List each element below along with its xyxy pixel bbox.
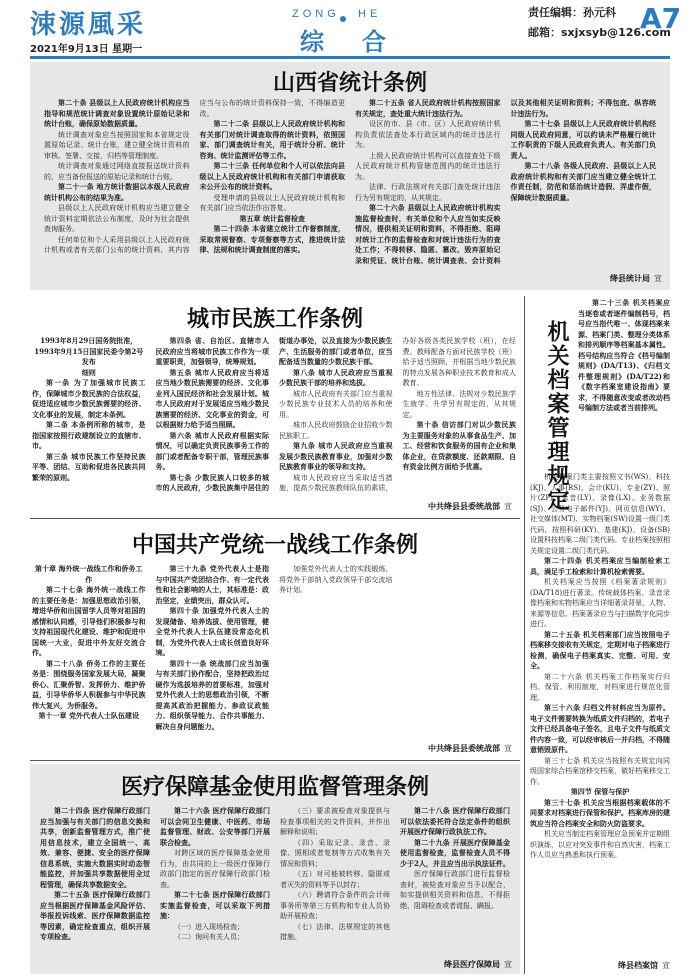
byline-mark: 宣 [662,961,670,970]
paragraph: 第十条 信访部门对以少数民族为主要服务对象的从事食品生产、加工、经营和饮食服务的国有企业和集体企业，在贷款额度、还款期限、自有资金比例方面给予优惠。 [402,420,516,471]
paragraph: 机关档案门类主要按照文书(WS)、科技(KJ)、人事(RS)、会计(KU)、专业(ZY)、照片(ZP)、录音(LY)、录像(LX)、业务数据(SJ)、公务电子邮件(YJ)、网页信息(WY)、社交媒体(MT)、实物档案(SW)设置一级门类代码，按照科研(KY)、基建(KJ)、设备(SB)设置科技档案二级门类代码。专业档案按照相关规定设置二级门类代码。 [530,473,670,555]
article-medical-fund-byline [444,959,512,970]
paragraph: 第二十五条 省人民政府统计机构按照国家有关规定，查处重大统计违法行为。 [355,98,501,118]
byline-source: 绛县医疗保障局 [444,960,500,969]
byline-mark: 宣 [504,744,512,753]
divider [30,760,520,761]
paragraph: （四）采取记录、录音、录像、照相或者复制等方式收集有关情况和资料； [280,838,390,868]
paragraph: 第二十二条 县级以上人民政府统计机构和有关部门对统计调查取得的统计资料，依照国家、部门调查统计有关，用于统计分析、统计咨询、统计监测评估等工作。 [199,119,345,160]
paragraph: 第六条 城市人民政府根据实际情况，可以确定负责民族事务工作的部门或者配备专职干部，管理民族事务。 [155,430,269,471]
paragraph: 任何单位和个人采用县级以上人民政府统计机构或者有关部门公布的统计资料，其内容应当与公布的统计资料保持一致，不得编造更改。 [44,99,345,254]
article-ethnic-work [30,296,520,516]
article-medical-fund [30,764,520,974]
paragraph: 法律、行政法规对有关部门查处统计违法行为另有规定的，从其规定。 [355,183,501,202]
paragraph: 第二十三条 机关档案应当逐卷或者逐件编制档号，档号应当指代唯一、体现档案来源、档案门类、整理分类体系和排列顺序等档案基本属性。档号结构应当符合《档号编制规则》(DA/T13)、《归档文件整理规则》(DA/T22)和《数字档案室建设指南》要求，不得随意改变或者改动档号编制方法或者当前排列。 [578,298,670,412]
article-united-front-title: 中国共产党统一战线工作条例 [131,532,418,558]
column-divider [524,296,525,974]
paragraph: （三）要求被检查对象提供与检查事项相关的文件资料，并作出解释和说明； [280,807,390,836]
chapter-heading: 第四节 保管与保护 [570,787,630,796]
paragraph: 第二十条 县级以上人民政府统计机构应当指导和规范统计调查对象设置统计原始记录和统计台账，确保原始数据质量。 [44,98,190,128]
paragraph: 医疗保障行政部门进行监督检查时，被检查对象应当予以配合，如实提供相关资料和信息，不得拒绝、阻碍检查或者谎报、瞒报。 [400,870,510,910]
paragraph: 第二十七条 海外统一战线工作的主要任务是：加强思想政治引领，增进华侨和出国留学人员等对祖国的感情和认同感，引导他们积极参与和支持祖国现代化建设、维护和促进中国统一大业，促进中外友好交流合作。 [32,585,146,657]
paragraph: （一）进入现场检查； [174,922,244,931]
article-statistics-title: 山西省统计条例 [272,70,427,96]
paragraph: （二）询问有关人员； [174,933,244,941]
byline-mark: 宣 [504,960,512,969]
paragraph: 第二十六条 机关档案工作档案实行归档、保管、利用制度，对档案进行规范化管理。 [530,672,670,702]
masthead-rule [30,56,670,59]
article-united-front [30,522,520,758]
paragraph: 设区的市、县（市、区）人民政府统计机构负责依法查处本行政区域内的统计违法行为。 [355,120,501,149]
article-archives-body-top [578,298,670,468]
editor-credit: 责任编辑：孙元科 [528,6,616,19]
paragraph: 第七条 少数民族人口较多的城市的人民政府，少数民族集中居住的街道办事处，以及直接为少数民族生产、生活服务的部门或者单位，应当配备适当数量的少数民族干部。 [155,336,393,492]
newspaper-logo: 涑源風采 [30,10,147,40]
page-number: A7 [640,2,682,35]
divider [30,518,520,519]
article-statistics-body [44,98,656,268]
paragraph: 第八条 城市人民政府应当重视少数民族干部的培养和选拔。 [279,367,393,387]
paragraph: 第二条 本条例所称的城市，是指国家按照行政建制设立的直辖市、市。 [32,420,146,450]
paragraph: 第三十六条 归档文件材料应当为原件。电子文件需要转换为纸质文件归档的，若电子文件已经具备电子签名，且电子文件与纸质文件内容一致，可以经审核后一并归档，不得随意销毁原件。 [530,703,670,754]
paragraph: 上级人民政府统计机构可以直接查处下级人民政府统计机构管辖范围内的统计违法行为。 [355,151,501,181]
paragraph: 第三条 城市民族工作坚持民族平等、团结、互助和促进各民族共同繁荣的原则。 [32,451,146,482]
article-ethnic-work-body [32,336,516,498]
paragraph: 第二十七条 县级以上人民政府统计机构经同级人民政府同意，可以约谈未严格履行统计工作职责的下级人民政府负责人、有关部门负责人。 [510,119,656,160]
paragraph: 第二十六条 县级以上人民政府统计机构实施监督检查时，有关单位和个人应当如实反映情况，提供相关证明和资料，不得拒绝、阻碍对统计工作的监督检查和对统计违法行为的查处工作；不得转移、隐匿、篡改、毁弃原始记录和凭证、统计台账、统计调查表、会计资料以及其他相关证明和资料；不得包庇、纵容统计违法行为。 [355,98,656,265]
paragraph: 第三十七条 机关应当按照有关规定向同级国家综合档案馆移交档案，做好档案移交工作。 [530,756,670,786]
chapter-heading: 第五章 统计监督检查 [239,213,305,223]
paragraph: （六）聘请符合条件的会计师事务所等第三方机构和专业人员协助开展检查； [280,891,390,920]
paragraph: 机关档案应当按照《档案著录规则》(DA/T18)进行著录。传统载体档案、录音录像档案和实物档案应当详细著录背景、人物、来源等信息。档案著录应当与扫描数字化同步进行。 [530,578,670,628]
paragraph: 第二十三条 任何单位和个人可以依法向县级以上人民政府统计机构和有关部门申请获取未公开公布的统计资料。 [199,161,345,191]
paragraph: 第二十六条 医疗保障行政部门可以会同卫生健康、中医药、市场监督管理、财政、公安等部门开展联合检查。 [160,806,270,847]
article-archives-title: 机关档案管理规定 [544,320,570,512]
paragraph: （五）对可能被转移、隐匿或者灭失的资料等予以封存； [280,870,390,889]
paragraph: 城市人民政府应当采取适当措施，提高少数民族教师队伍的素质，办好各级各类民族学校（班），在经费、教师配备方面对民族学校（班）给予适当照顾，并根据当地少数民族的特点发展各种职业技术教育和成人教育。 [279,337,516,492]
publication-note: 1993年8月29日国务院批准，1993年9月15日国家民委令第2号发布 [34,336,144,366]
byline-source: 绛县统计局 [610,274,650,283]
paragraph: 加强党外代表人士的实践锻炼，将党外干部纳入党政领导干部交流培养计划。 [279,565,393,594]
paragraph: 第三十七条 机关应当根据档案载体的不同要求对档案进行保管和保护。档案库房的建筑应当符合档案安全和防火防盗要求。 [530,797,670,828]
paragraph: 第二十四条 机关档案应当编制检索工具，满足手工检索和计算机检索需要。 [530,556,670,576]
editor-email[interactable]: 邮箱：sxjxsyb@126.com [528,26,671,39]
article-statistics [30,62,670,290]
paragraph: 第四十一条 统战部门应当加强与有关部门协作配合，坚持把政治过硬作为选拔培养的首要标准，加强对党外代表人士的思想政治引领，不断提高其政治把握能力、参政议政能力、组织领导能力、合作共事能力、解决自身问题能力。 [155,658,269,731]
paragraph: 第二十五条 医疗保障行政部门应当根据医疗保障基金风险评估、举报投诉线索、医疗保障数据监控等因素，确定检查重点，组织开展专项检查。 [40,890,150,941]
article-medical-fund-body [40,806,510,956]
paragraph: 机关应当制定档案管理应急预案并定期组织演练，以应对突发事件和自然灾害，档案工作人员应当熟悉和执行预案。 [530,830,670,859]
paragraph: 第四条 省、自治区、直辖市人民政府应当将城市民族工作作为一项重要职责，加强领导，统筹规划。 [155,336,269,366]
paragraph: 第五条 城市人民政府应当将适应当地少数民族需要的经济、文化事业列入国民经济和社会发展计划。城市人民政府对于发展适应当地少数民族需要的经济、文化事业的资金，可以根据财力给予适当照顾。 [155,367,269,429]
section-latin-right: HE [358,8,382,20]
paragraph: 受理申请的县级以上人民政府统计机构和有关部门应当依法作出答复。 [199,193,345,212]
paragraph: 第一条 为了加强城市民族工作，保障城市少数民族的合法权益，促进适应城市少数民族需要的经济、文化事业的发展，制定本条例。 [32,378,146,419]
paragraph: 对跨区域的医疗保障基金使用行为，由共同的上一级医疗保障行政部门指定的医疗保障行政部门检查。 [160,849,270,889]
article-archives-byline [618,960,670,971]
paragraph: 城市人民政府鼓励企业招收少数民族职工。 [279,421,393,440]
paragraph: 第二十九条 开展医疗保障基金使用监督检查，监督检查人员不得少于2人，并且应当出示执法证件。 [400,837,510,868]
paragraph: 地方性法律、法规对少数民族学生就学、升学另有规定的，从其规定。 [402,389,516,419]
paragraph: （七）法律、法规规定的其他措施。 [280,922,390,941]
chapter-heading: 第十一章 党外代表人士队伍建设 [38,711,139,720]
byline-source: 中共绛县县委统战部 [428,744,500,753]
section-title-right: 合 [362,27,386,56]
section-title-left: 综 [300,27,324,56]
article-ethnic-work-title: 城市民族工作条例 [186,306,363,332]
issue-date: 2021年9月13日 星期一 [30,44,143,55]
byline-source: 中共绛县县委统战部 [428,502,500,511]
paragraph: 县级以上人民政府统计机构应当建立健全统计资料定期依法公布制度，及时为社会提供查询服务。 [44,204,190,233]
paragraph: 统计调查对象通过网络直接报送统计资料的，应当备份报送的原始记录和统计台账。 [44,162,190,181]
paragraph: 统计调查对象应当按照国家和本省规定设置原始记录、统计台账，建立健全统计资料的审核、签署、交接、归档等管理制度。 [44,130,190,160]
article-ethnic-work-byline [428,501,512,512]
section-latin-left: ZONG [292,8,340,20]
paragraph: 第二十四条 医疗保障行政部门应当加强与有关部门的信息交换和共享，创新监督管理方式，推广使用信息技术，建立全国统一、高效、兼容、便捷、安全的医疗保障信息系统，实施大数据实时动态智能监控，并加强共享数据使用全过程管理，确保共享数据安全。 [40,806,150,889]
chapter-heading: 细则 [81,367,96,377]
paragraph: 城市人民政府有关部门应当重视少数民族专业技术人员的培养和使用。 [279,389,393,419]
article-united-front-body [32,564,516,740]
chapter-heading: 第十章 海外统一战线工作和侨务工作 [35,564,143,584]
byline-source: 绛县档案馆 [618,961,658,970]
byline-mark: 宣 [504,502,512,511]
paragraph: 第二十一条 地方统计数据以本级人民政府统计机构公布的结果为准。 [44,182,190,202]
paragraph: 第二十四条 本省建立统计工作督察制度，采取常规督察、专项督察等方式，推进统计法律、法规和统计调查制度的落实。 [199,224,345,254]
article-medical-fund-title: 医疗保障基金使用监督管理条例 [120,774,429,800]
paragraph: 第四十条 加强党外代表人士的发现储备、培养选拔、使用管理，健全党外代表人士队伍建设常态化机制，为党外代表人士成长创造良好环境。 [155,606,269,657]
section-dot-icon [340,16,346,22]
paragraph: 第二十八条 侨务工作的主要任务是：围绕服务国家发展大局，凝聚侨心、汇聚侨智、发挥侨力、维护侨益，引导华侨华人积极参与中华民族伟大复兴，为侨服务。 [32,658,146,710]
masthead [0,0,700,58]
paragraph: 第三十九条 党外代表人士是指与中国共产党团结合作、有一定代表性和社会影响的人士，其标准是：政治坚定，业绩突出，群众认可。 [155,564,269,605]
paragraph: 第二十七条 医疗保障行政部门实施监督检查，可以采取下列措施： [160,890,270,920]
article-archives-body [530,472,670,958]
byline-mark: 宣 [654,274,662,283]
paragraph: 第二十八条 各级人民政府、县级以上人民政府统计机构和有关部门应当建立健全统计工作责任制，防范和惩治统计造假、弄虚作假，保障统计数据质量。 [510,161,656,202]
paragraph: 第九条 城市人民政府应当重视发展少数民族教育事业，加强对少数民族教育事业的领导和支持。 [279,441,393,471]
paragraph: 第二十八条 医疗保障行政部门可以依法委托符合法定条件的组织开展医疗保障行政执法工作。 [400,806,510,836]
article-statistics-byline [610,273,662,284]
article-united-front-byline [428,743,512,754]
paragraph: 第二十五条 机关档案部门应当按照电子档案移交接收有关规定，定期对电子档案进行检测，确保电子档案真实、完整、可用、安全。 [530,629,670,670]
